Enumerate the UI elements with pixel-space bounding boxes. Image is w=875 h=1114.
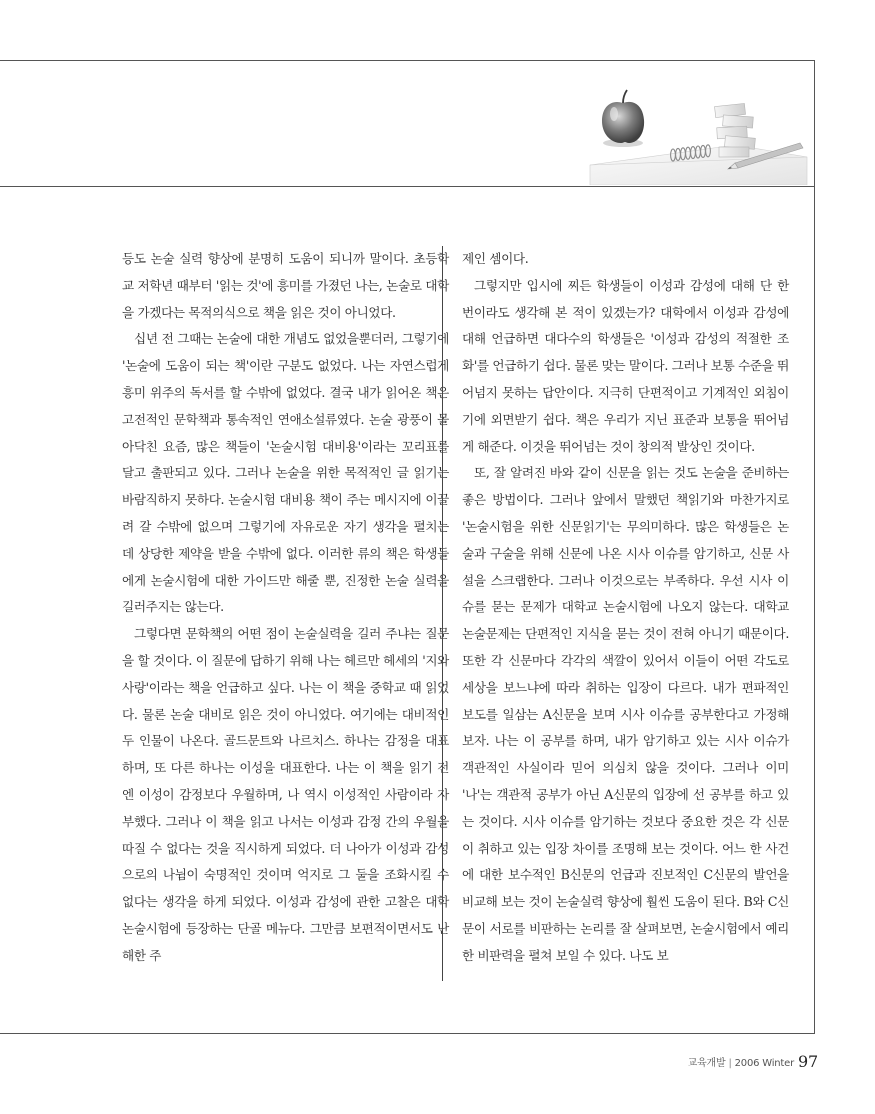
paragraph: 그렇지만 입시에 찌든 학생들이 이성과 감성에 대해 단 한 번이라도 생각해 본 적이 있겠는가? 대학에서 이성과 감성에 대해 언급하면 대다수의 학생들은 '이성과 감성의 적절한 조화'를 언급하기 쉽다. 물론 맞는 말이다. 그러나 보통 수준을 뛰어넘지 못하는 답안이다. 지극히 단편적이고 기계적인 외침이기에 외면받기 쉽다. 책은 우리가 지닌 표준과 보통을 뛰어넘게 해준다. 이것을 뛰어넘는 것이 창의적 발상인 것이다. xyxy=(462,277,789,454)
magazine-name: 교육개발 xyxy=(687,1058,726,1069)
right-column xyxy=(462,246,789,970)
footer-separator: | xyxy=(728,1058,732,1069)
block-stack-icon xyxy=(715,103,756,157)
apple-icon xyxy=(602,90,644,147)
paragraph: 그렇다면 문학책의 어떤 점이 논술실력을 길러 주냐는 질문을 할 것이다. 이 질문에 답하기 위해 나는 헤르만 헤세의 '지와 사랑'이라는 책을 언급하고 싶다. 나는 이 책을 중학교 때 읽었다. 물론 논술 대비로 읽은 것이 아니었다. 여기에는 대비적인 두 인물이 나온다. 골드문트와 나르치스. 하나는 감정을 대표하며, 또 다른 하나는 이성을 대표한다. 나는 이 책을 읽기 전엔 이성이 감정보다 우월하며, 나 역시 이성적인 사람이라 자부했다. 그러나 이 책을 읽고 나서는 이성과 감정 간의 우월을 따질 수 없다는 것을 직시하게 되었다. 더 나아가 이성과 감성으로의 나뉨이 숙명적인 것이며 억지로 그 둘을 조화시킬 수 없다는 생각을 하게 되었다. 이성과 감성에 관한 고찰은 대학 논술시험에 등장하는 단골 메뉴다. 그만큼 보편적이면서도 난해한 주 xyxy=(122,626,449,963)
header-divider xyxy=(0,186,815,187)
left-column xyxy=(122,246,449,970)
column-divider xyxy=(442,246,443,981)
paragraph: 제인 셈이다. xyxy=(462,251,529,266)
header-illustration xyxy=(585,85,810,185)
paragraph: 또, 잘 알려진 바와 같이 신문을 읽는 것도 논술을 준비하는 좋은 방법이다. 그러나 앞에서 말했던 책읽기와 마찬가지로 '논술시험을 위한 신문읽기'는 무의미하다. 많은 학생들은 논술과 구술을 위해 신문에 나온 시사 이슈를 암기하고, 신문 사설을 스크랩한다. 그러나 이것으로는 부족하다. 우선 시사 이슈를 묻는 문제가 대학교 논술시험에 나오지 않는다. 대학교 논술문제는 단편적인 지식을 묻는 것이 전혀 아니기 때문이다. 또한 각 신문마다 각각의 색깔이 있어서 이들이 어떤 각도로 세상을 보느냐에 따라 취하는 입장이 다르다. 내가 편파적인 보도를 일삼는 A신문을 보며 시사 이슈를 공부한다고 가정해 보자. 나는 이 공부를 하며, 내가 암기하고 있는 시사 이슈가 객관적인 사실이라 믿어 의심치 않을 것이다. 그러나 이미 '나'는 객관적 공부가 아닌 A신문의 입장에 선 공부를 하고 있는 것이다. 시사 이슈를 암기하는 것보다 중요한 것은 각 신문이 취하고 있는 입장 차이를 조명해 보는 것이다. 어느 한 사건에 대한 보수적인 B신문의 언급과 진보적인 C신문의 발언을 비교해 보는 것이 논술실력 향상에 훨씬 도움이 된다. B와 C신문이 서로를 비판하는 논리를 잘 살펴보면, 논술시험에서 예리한 비판력을 펼쳐 보일 수 있다. 나도 보 xyxy=(462,465,789,963)
page-footer xyxy=(688,1052,818,1071)
issue-label: 2006 Winter xyxy=(734,1058,795,1069)
paragraph: 십년 전 그때는 논술에 대한 개념도 없었을뿐더러, 그렇기에 '논술에 도움이 되는 책'이란 구분도 없었다. 나는 자연스럽게 흥미 위주의 독서를 할 수밖에 없었다. 결국 내가 읽어온 책은 고전적인 문학책과 통속적인 연애소설류였다. 논술 광풍이 몰아닥친 요즘, 많은 책들이 '논술시험 대비용'이라는 꼬리표를 달고 출판되고 있다. 그러나 논술을 위한 목적적인 글 읽기는 바람직하지 못하다. 논술시험 대비용 책이 주는 메시지에 이끌려 갈 수밖에 없으며 그렇기에 자유로운 자기 생각을 펼치는 데 상당한 제약을 받을 수밖에 없다. 이러한 류의 책은 학생들에게 논술시험에 대한 가이드만 해줄 뿐, 진정한 논술 실력을 길러주지는 않는다. xyxy=(122,331,449,615)
page-number: 97 xyxy=(798,1052,818,1071)
paragraph: 등도 논술 실력 향상에 분명히 도움이 되니까 말이다. 초등학교 저학년 때부터 '읽는 것'에 흥미를 가졌던 나는, 논술로 대학을 가겠다는 목적의식으로 책을 읽은 것이 아니었다. xyxy=(122,251,449,320)
